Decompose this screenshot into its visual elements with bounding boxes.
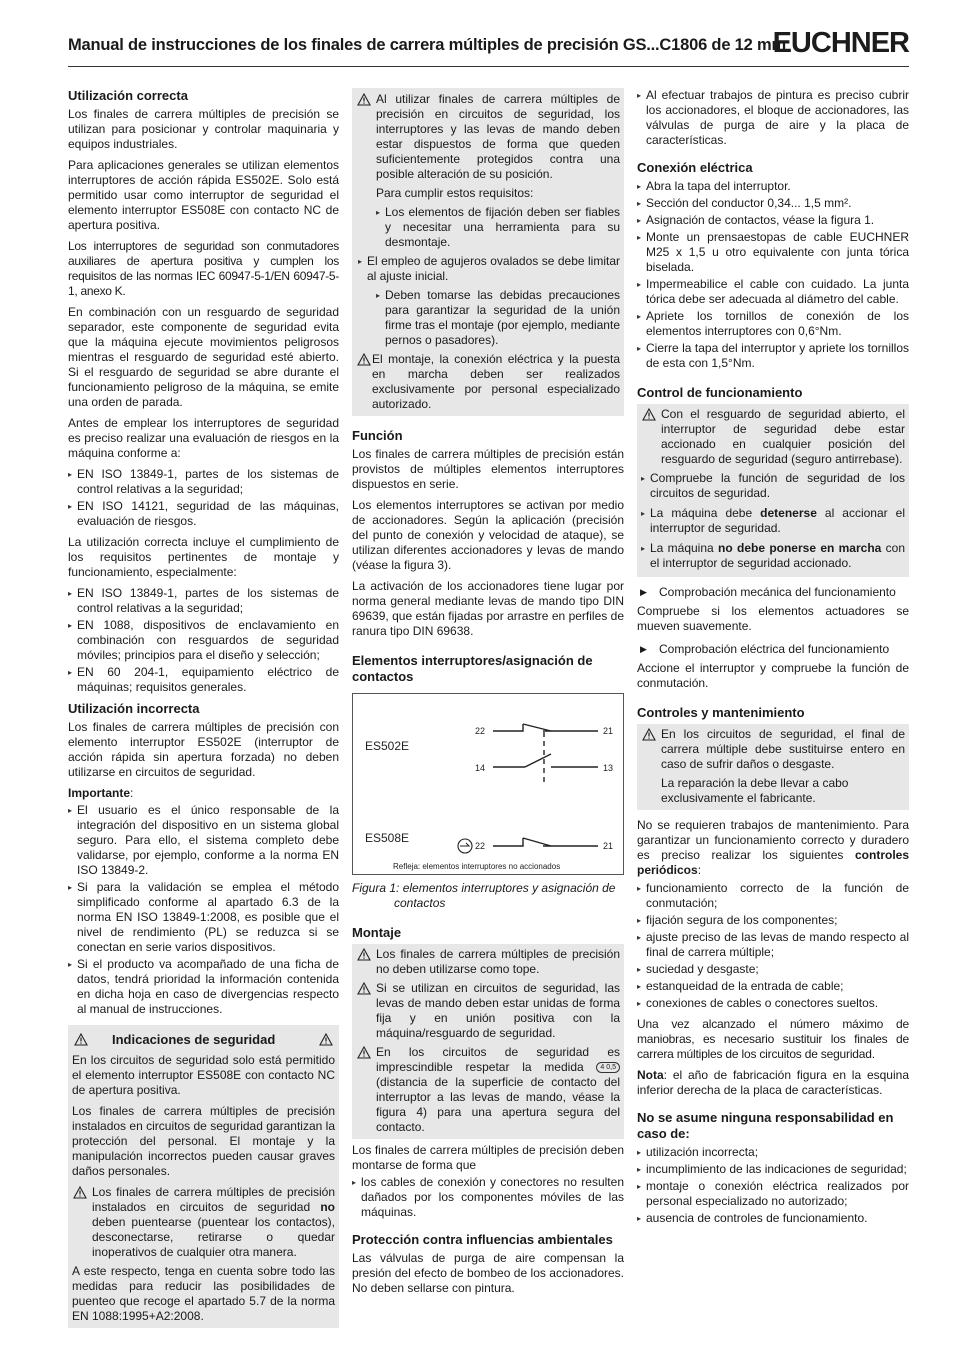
warning-note <box>356 352 620 412</box>
warning-triangle-icon <box>74 1033 88 1046</box>
paragraph: En los circuitos de seguridad solo está permitido el elemento interruptor ES508E con contacto NC de apertura positiva. <box>72 1053 335 1097</box>
paragraph: Para cumplir estos requisitos: <box>376 186 534 200</box>
list-item: ▸ Sección del conductor 0,34... 1,5 mm². <box>637 196 909 211</box>
paragraph: La utilización correcta incluye el cumplimiento de los requisitos pertinentes de montaje y funcionamiento, especialmente: <box>68 535 339 579</box>
figure-note: Refleja: elementos interruptores no accionados <box>393 862 561 871</box>
list-item: ▸ fijación segura de los componentes; <box>637 913 909 928</box>
paragraph: Para aplicaciones generales se utilizan elementos interruptores de acción rápida ES502E. Solo está permitido usar como interruptor de seguridad el elemento interruptor ES508E con contacto NC de apertura positiva. <box>68 158 339 232</box>
text-run: La máquina debe <box>650 506 761 520</box>
control-list <box>641 471 905 571</box>
connection-list <box>637 179 909 371</box>
important-list <box>68 803 339 1017</box>
requirements-list <box>356 205 620 250</box>
list-item: ▸ Abra la tapa del interruptor. <box>637 179 909 194</box>
text-run: : el año de fabricación figura en la esquina inferior derecha de la placa de características. <box>637 1068 909 1097</box>
importante-label-line: Importante: <box>68 786 134 800</box>
bold-run: controles periódicos <box>637 848 909 877</box>
text-run: Con el resguardo de seguridad abierto, el interruptor de seguridad debe estar accionado en cualquier posición del resguardo de seguridad (seguro antirrebase). <box>661 407 905 466</box>
safety-box-title <box>72 1028 335 1053</box>
paragraph: Las válvulas de purga de aire compensan la presión del efecto de bombeo de los accionadores. No deben sellarse con pintura. <box>352 1251 624 1295</box>
paragraph: A este respecto, tenga en cuenta sobre todo las medidas para reducir las posibilidades de puenteo que recoge el apartado 5.7 de la norma EN 1088:1995+A2:2008. <box>72 1264 335 1323</box>
requirements-list <box>68 586 339 695</box>
text-run: En los circuitos de seguridad es imprescindible respetar la medida <box>376 1045 620 1074</box>
warning-note <box>356 981 620 1041</box>
list-item: ▸ funcionamiento correcto de la función de conmutación; <box>637 881 909 911</box>
paragraph: Los elementos interruptores se activan por medio de accionadores. Según la aplicación (precisión del punto de conexión y velocidad de ataque), se utilizan diferentes accionadores y levas de mando (véase la figura 3). <box>352 498 624 572</box>
warning-note <box>72 1185 335 1260</box>
heading-elementos: Elementos interruptores/asignación de contactos <box>352 653 593 684</box>
safety-box <box>68 1025 339 1328</box>
paragraph: La reparación la debe llevar a cabo exclusivamente el fabricante. <box>661 776 849 805</box>
list-item <box>641 506 905 536</box>
warning-triangle-icon <box>357 982 371 995</box>
paragraph: Los finales de carrera múltiples de precisión se utilizan para posicionar y controlar maquinaria y equipos industriales. <box>68 107 339 151</box>
list-item: ▸ conexiones de cables o conectores sueltos. <box>637 996 909 1011</box>
contact-diagram <box>353 694 623 874</box>
list-item: ▸ Al efectuar trabajos de pintura es preciso cubrir los accionadores, el bloque de accionadores, las válvulas de purga de aire y la placa de características. <box>637 88 909 148</box>
caption-line-1: Figura 1: elementos interruptores y asignación de <box>352 881 616 895</box>
paragraph <box>637 818 909 878</box>
terminal-b22: 22 <box>475 841 486 851</box>
standards-list <box>68 467 339 529</box>
paragraph: Antes de emplear los interruptores de seguridad es preciso realizar una evaluación de riesgos en la máquina conforme a: <box>68 416 339 460</box>
brand-logo: EUCHNER <box>772 27 909 59</box>
list-item: ▸ incumplimiento de las indicaciones de seguridad; <box>637 1162 909 1177</box>
caption-line-2: contactos <box>394 896 446 910</box>
importante-label: Importante <box>68 786 131 800</box>
warning-triangle-icon <box>357 353 371 366</box>
terminal-b21: 21 <box>603 841 614 851</box>
warning-triangle-icon <box>357 93 371 106</box>
list-item: ▸ EN 1088, dispositivos de enclavamiento en combinación con resguardos de seguridad móviles; principios para el diseño y selección; <box>68 618 339 663</box>
list-item: ▸ Si el producto va acompañado de una ficha de datos, tendrá prioridad la información contenida en dicha hoja en caso de divergencias respecto al manual de instrucciones. <box>68 957 339 1017</box>
list-item: ▸ Cierre la tapa del interruptor y apriete los tornillos de esta con 1,5°Nm. <box>637 341 909 371</box>
heading-utilizacion-incorrecta: Utilización incorrecta <box>68 701 200 716</box>
distance-badge: 4 0,5 <box>596 1062 620 1073</box>
heading-conexion: Conexión eléctrica <box>637 160 753 175</box>
list-item: ▸ El empleo de agujeros ovalados se debe limitar al ajuste inicial. <box>358 254 620 284</box>
text-run: En los circuitos de seguridad, el final de carrera múltiple debe sustituirse entero en caso de sufrir daños o desgaste. <box>661 727 905 771</box>
list-item: ▸ Compruebe la función de seguridad de los circuitos de seguridad. <box>641 471 905 501</box>
mechanical-check-heading: ▶ Comprobación mecánica del funcionamiento <box>637 585 909 600</box>
paragraph: Los interruptores de seguridad son conmutadores auxiliares de apertura positiva y cumplen los requisitos de las normas IEC 60947-5-1/EN 60947-5-1, anexo K. <box>68 239 339 298</box>
warning-triangle-icon <box>642 728 656 741</box>
warning-triangle-icon <box>73 1186 87 1199</box>
list-item: ▸ Deben tomarse las debidas precauciones para garantizar la seguridad de la unión firme tras el montaje (por ejemplo, mediante pernos o pasadores). <box>376 288 620 348</box>
paragraph: La activación de los accionadores tiene lugar por norma general mediante levas de mando tipo DIN 69639, que están fijadas por arrastre en perfiles de ranura tipo DIN 69638. <box>352 579 624 638</box>
warning-note <box>356 92 620 182</box>
warning-triangle-icon <box>642 408 656 421</box>
list-item: ▸ Los elementos de fijación deben ser fiables y necesitar una herramienta para su desmontaje. <box>376 205 620 250</box>
painting-list <box>637 88 909 148</box>
electrical-check-heading: ▶ Comprobación eléctrica del funcionamiento <box>637 642 909 657</box>
paragraph: Los finales de carrera múltiples de precisión están provistos de múltiples elementos interruptores dispuestos en serie. <box>352 447 624 491</box>
list-item: ▸ EN ISO 13849-1, partes de los sistemas de control relativas a la seguridad; <box>68 467 339 497</box>
list-item: ▸ estanqueidad de la entrada de cable; <box>637 979 909 994</box>
list-item <box>641 541 905 571</box>
list-item: ▸ los cables de conexión y conectores no resulten dañados por los componentes móviles de las máquinas. <box>352 1175 624 1220</box>
terminal-13: 13 <box>603 763 614 773</box>
text-run: (distancia de la superficie de contacto del interruptor a las levas de mando, véase la figura 4) para una apertura segura del contacto. <box>376 1075 620 1134</box>
terminal-14: 14 <box>475 763 486 773</box>
text-run: Si se utilizan en circuitos de seguridad, las levas de mando deben estar unidas de forma fija y en unión positiva con la máquina/resguardo de seguridad. <box>376 981 620 1040</box>
list-item: ▸ Impermeabilice el cable con cuidado. La junta tórica debe ser adecuada al diámetro del cable. <box>637 277 909 307</box>
no-contact-symbol-icon <box>458 839 472 853</box>
warning-note <box>641 407 905 467</box>
paragraph <box>637 1068 909 1098</box>
page-header <box>68 27 909 67</box>
warning-triangle-icon <box>319 1033 333 1046</box>
list-item: ▸ utilización incorrecta; <box>637 1145 909 1160</box>
figure-switching-elements <box>352 693 624 875</box>
figure-caption <box>352 881 624 911</box>
bold-run: detenerse <box>760 506 817 520</box>
list-item: ▸ EN 60 204-1, equipamiento eléctrico de máquinas; requisitos generales. <box>68 665 339 695</box>
paragraph: Los finales de carrera múltiples de precisión deben montarse de forma que <box>352 1143 624 1172</box>
paragraph: Una vez alcanzado el número máximo de maniobras, es necesario sustituir los finales de carrera múltiples de los circuitos de seguridad. <box>637 1017 909 1061</box>
text-run: con el interruptor de seguridad accionado. <box>650 541 905 570</box>
text-run: Los finales de carrera múltiples de precisión no deben utilizarse como tope. <box>376 947 620 976</box>
list-item: ▸ ajuste preciso de las levas de mando respecto al final de carrera múltiple; <box>637 930 909 960</box>
list-item: ▸ Apriete los tornillos de conexión de los elementos interruptores con 0,6°Nm. <box>637 309 909 339</box>
label-es502e: ES502E <box>365 739 410 753</box>
heading-montaje: Montaje <box>352 925 402 940</box>
heading-responsabilidad: No se asume ninguna responsabilidad en caso de: <box>637 1110 894 1141</box>
text-run: La máquina <box>650 541 719 555</box>
paragraph: Los finales de carrera múltiples de precisión instalados en circuitos de seguridad garantizan la protección del personal. El montaje y la manipulación incorrectos pueden causar graves daños personales. <box>72 1104 335 1178</box>
terminal-21: 21 <box>603 726 614 736</box>
label-es508e: ES508E <box>365 831 410 845</box>
warning-note <box>356 1045 620 1135</box>
control-warning-box <box>637 404 909 577</box>
warning-box <box>352 88 624 416</box>
text-run: El montaje, la conexión eléctrica y la puesta en marcha deben ser realizados exclusivamente por personal especializado autorizado. <box>372 352 620 411</box>
paragraph: En combinación con un resguardo de seguridad separador, este componente de seguridad evita que la máquina ejecute movimientos peligrosos mientras el resguardo de seguridad esté abierto. Si el resguardo de seguridad se abre durante el funcionamiento peligroso de la máquina, se emite una orden de parada. <box>68 305 339 409</box>
bold-run: no debe ponerse en marcha <box>718 541 882 555</box>
text-run: No se requieren trabajos de mantenimiento. Para garantizar un funcionamiento correcto y duradero es preciso realizar los siguientes <box>637 818 909 862</box>
text-run: Al utilizar finales de carrera múltiples de precisión en circuitos de seguridad, los interruptores y las levas de mando deben estar dispuestos de forma que queden suficientemente protegidos contra una posible alteración de su posición. <box>376 92 620 181</box>
list-item: ▸ ausencia de controles de funcionamiento. <box>637 1211 909 1226</box>
document-title: Manual de instrucciones de los finales de carrera múltiples de precisión GS...C1806 de 12 mm <box>68 36 786 54</box>
column-3 <box>637 88 909 1232</box>
bold-run: no <box>320 1200 335 1214</box>
list-item: ▸ EN ISO 13849-1, partes de los sistemas de control relativas a la seguridad; <box>68 586 339 616</box>
liability-list <box>637 1145 909 1226</box>
mounting-warning-box <box>352 944 624 1139</box>
list-item: ▸ Si para la validación se emplea el método simplificado conforme al apartado 6.3 de la norma EN ISO 13849-1:2008, es posible que el nivel de rendimiento (PL) se reduzca si se conectan en serie varios dispositivos. <box>68 880 339 955</box>
paragraph: Compruebe si los elementos actuadores se mueven suavemente. <box>637 604 909 633</box>
paragraph: Los finales de carrera múltiples de precisión con elemento interruptor ES502E (interruptor de acción rápida sin apertura forzada) no deben utilizarse en circuitos de seguridad. <box>68 720 339 779</box>
list-item: ▸ suciedad y desgaste; <box>637 962 909 977</box>
heading-mantenimiento: Controles y mantenimiento <box>637 705 805 720</box>
list-item: ▸ Monte un prensaestopas de cable EUCHNER M25 x 1,5 u otro equivalente con junta tórica biselada. <box>637 230 909 275</box>
warning-triangle-icon <box>357 1046 371 1059</box>
maintenance-list <box>637 881 909 1011</box>
warning-note <box>356 947 620 977</box>
text-run: : <box>697 863 702 877</box>
heading-control: Control de funcionamiento <box>637 385 803 400</box>
text-run: al accionar el interruptor de seguridad. <box>650 506 905 535</box>
bold-run: Nota <box>637 1068 664 1082</box>
warning-note <box>641 727 905 772</box>
column-1 <box>68 88 339 1336</box>
text-run: Los finales de carrera múltiples de precisión instalados en circuitos de seguridad <box>92 1185 335 1214</box>
warning-triangle-icon <box>357 948 371 961</box>
list-item: ▸ EN ISO 14121, seguridad de las máquinas, evaluación de riesgos. <box>68 499 339 529</box>
column-2 <box>352 88 624 1302</box>
mounting-list <box>352 1175 624 1220</box>
requirements-list <box>356 288 620 348</box>
heading-utilizacion-correcta: Utilización correcta <box>68 88 188 103</box>
maintenance-warning-box <box>637 724 909 810</box>
list-item: ▸ El usuario es el único responsable de la integración del dispositivo en un sistema global seguro. Para ello, el sistema completo debe validarse, por ejemplo, conforme a la norma EN ISO 13849-2. <box>68 803 339 878</box>
requirements-list <box>356 254 620 284</box>
list-item: ▸ Asignación de contactos, véase la figura 1. <box>637 213 909 228</box>
paragraph: Accione el interruptor y compruebe la función de conmutación. <box>637 661 909 690</box>
list-item: ▸ montaje o conexión eléctrica realizados por personal especializado no autorizado; <box>637 1179 909 1209</box>
safety-title-text: Indicaciones de seguridad <box>112 1032 276 1047</box>
terminal-22: 22 <box>475 726 486 736</box>
heading-funcion: Función <box>352 428 403 443</box>
heading-proteccion: Protección contra influencias ambientales <box>352 1232 613 1247</box>
text-run: deben puentearse (puentear los contactos), desconectarse, retirarse o quedar inoperativos de cualquier otra manera. <box>92 1215 335 1259</box>
